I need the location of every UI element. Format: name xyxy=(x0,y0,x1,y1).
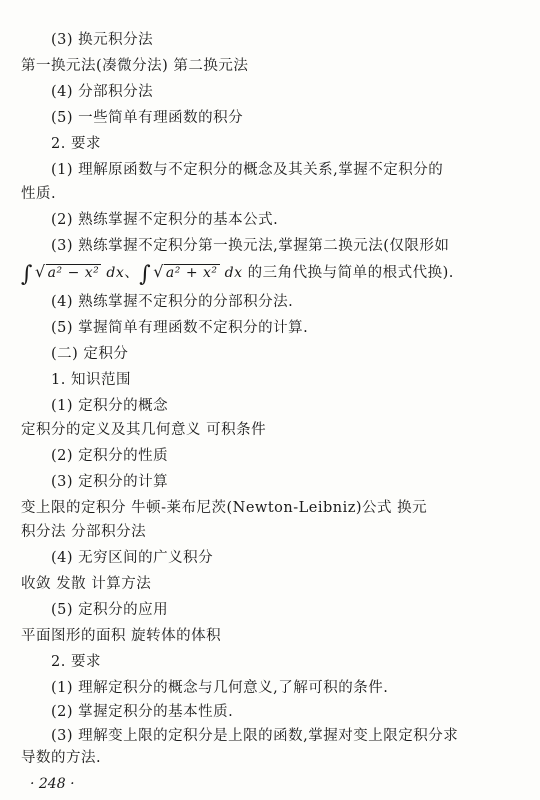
text-line: 定积分的定义及其几何意义 可积条件 xyxy=(21,422,267,438)
differential: dx xyxy=(224,265,243,281)
integral-symbol: ∫ xyxy=(21,262,33,287)
text-line: (2) 熟练掌握不定积分的基本公式. xyxy=(51,212,279,228)
sqrt-symbol: √ xyxy=(34,262,46,281)
text-line: (1) 定积分的概念 xyxy=(51,398,169,414)
text-line: (3) 定积分的计算 xyxy=(51,474,169,490)
sqrt-symbol: √ xyxy=(153,262,164,281)
text-line: (5) 掌握简单有理函数不定积分的计算. xyxy=(51,320,309,336)
text-line: 性质. xyxy=(21,186,57,202)
integral-symbol: ∫ xyxy=(139,262,152,287)
text-line: (4) 无穷区间的广义积分 xyxy=(51,550,214,566)
text-line: (5) 一些简单有理函数的积分 xyxy=(51,110,244,126)
text-line: (3) 熟练掌握不定积分第一换元法,掌握第二换元法(仅限形如 xyxy=(51,238,450,254)
text-line: 积分法 分部积分法 xyxy=(21,524,147,540)
formula-tail-text: 的三角代换与简单的根式代换). xyxy=(247,265,454,281)
page-number: · 248 · xyxy=(30,776,75,792)
text-line: 导数的方法. xyxy=(21,750,102,766)
text-line: (1) 理解原函数与不定积分的概念及其关系,掌握不定积分的 xyxy=(51,162,444,178)
text-line: (2) 定积分的性质 xyxy=(51,448,169,464)
section-heading: 2. 要求 xyxy=(51,654,101,670)
text-line: (3) 理解变上限的定积分是上限的函数,掌握对变上限定积分求 xyxy=(51,728,459,744)
section-heading: 2. 要求 xyxy=(51,136,101,152)
differential: dx xyxy=(106,265,125,281)
text-line: 平面图形的面积 旋转体的体积 xyxy=(21,628,222,644)
separator: 、 xyxy=(124,265,140,281)
section-heading: 1. 知识范围 xyxy=(51,372,131,388)
text-line: (1) 理解定积分的概念与几何意义,了解可积的条件. xyxy=(51,680,389,696)
text-line: (3) 换元积分法 xyxy=(51,32,154,48)
text-line: (4) 分部积分法 xyxy=(51,84,154,100)
text-line: 第一换元法(凑微分法) 第二换元法 xyxy=(21,58,249,74)
text-line: (4) 熟练掌握不定积分的分部积分法. xyxy=(51,294,294,310)
text-line: (5) 定积分的应用 xyxy=(51,602,169,618)
section-heading: (二) 定积分 xyxy=(51,346,129,362)
text-line: 变上限的定积分 牛顿-莱布尼茨(Newton-Leibniz)公式 换元 xyxy=(21,500,428,516)
text-line: (2) 掌握定积分的基本性质. xyxy=(51,704,234,720)
text-line: 收敛 发散 计算方法 xyxy=(21,576,152,592)
formula-line xyxy=(21,262,454,285)
radicand: a² − x² xyxy=(47,265,100,281)
radicand: a² + x² xyxy=(165,265,218,281)
